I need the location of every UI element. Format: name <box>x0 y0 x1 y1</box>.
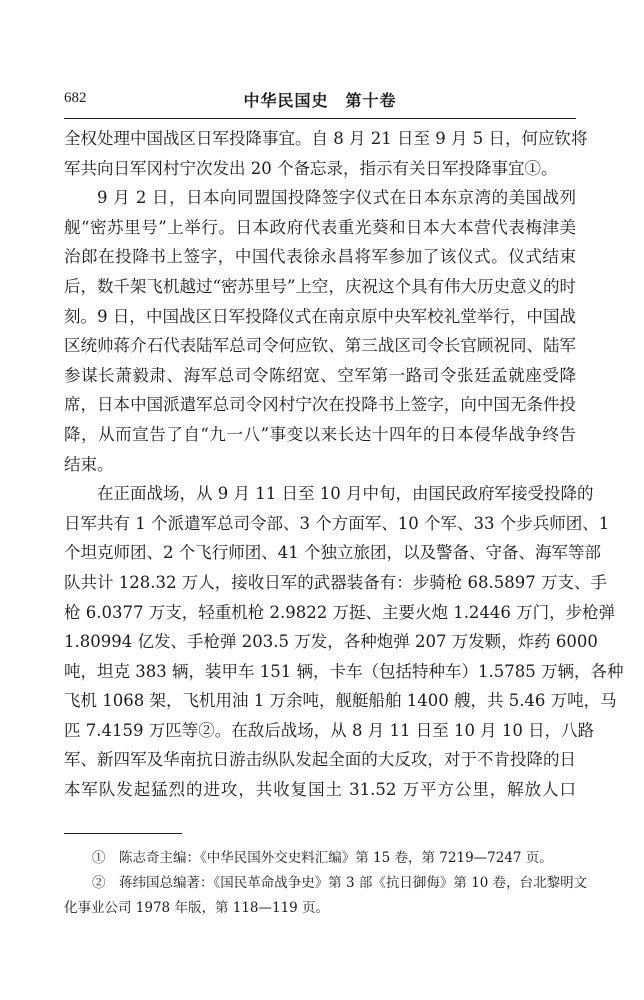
running-title: 中华民国史 第十卷 <box>243 91 397 110</box>
text-line: 舰“密苏里号”上举行。日本政府代表重光葵和日本大本营代表梅津美 <box>64 217 576 237</box>
page-number: 682 <box>64 90 87 106</box>
text-line: 日军共有 1 个派遣军总司令部、3 个方面军、10 个军、33 个步兵师团、1 <box>64 513 610 533</box>
text-line: 1.80994 亿发、手枪弹 203.5 万发，各种炮弹 207 万发颗，炸药 6000 <box>64 632 598 652</box>
footnote-2: ② 蒋纬国总编著：《国民革命战争史》第 3 部《抗日御侮》第 10 卷，台北黎明文 <box>92 875 588 891</box>
footnotes <box>64 846 588 921</box>
text-line: 枪 6.0377 万支，轻重机枪 2.9822 万挺、主要火炮 1.2446 万门，步枪弹 <box>64 602 616 622</box>
text-line: 刻。9 日，中国战区日军投降仪式在南京原中央军校礼堂举行，中国战 <box>64 306 576 326</box>
text-line: 在正面战场，从 9 月 11 日至 10 月中旬，由国民政府军接受投降的 <box>97 484 594 504</box>
text-line: 后，数千架飞机越过“密苏里号”上空，庆祝这个具有伟大历史意义的时 <box>64 276 576 296</box>
text-line: 全权处理中国战区日军投降事宜。自 8 月 21 日至 9 月 5 日，何应钦将 <box>64 129 588 148</box>
text-line: 9 月 2 日，日本向同盟国投降签字仪式在日本东京湾的美国战列 <box>97 188 576 208</box>
text-line: 本军队发起猛烈的进攻，共收复国土 31.52 万平方公里，解放人口 <box>64 780 576 800</box>
text-line: 飞机 1068 架，飞机用油 1 万余吨，舰艇船舶 1400 艘，共 5.46 万吨，马 <box>64 691 617 711</box>
text-line: 席，日本中国派遣军总司令冈村宁次在投降书上签字，向中国无条件投 <box>64 395 576 415</box>
footnote-1: ① 陈志奇主编：《中华民国外交史料汇编》第 15 卷，第 7219—7247 页。 <box>92 850 553 866</box>
footnote-2-continuation: 化事业公司 1978 年版，第 118—119 页。 <box>64 900 330 916</box>
header-rule <box>64 118 576 119</box>
text-line: 结束。 <box>64 454 114 474</box>
text-line: 个坦克师团、2 个飞行师团、41 个独立旅团，以及警备、守备、海军等部 <box>64 543 601 563</box>
page-header <box>64 86 576 112</box>
text-line: 军、新四军及华南抗日游击纵队发起全面的大反攻，对于不肯投降的日 <box>64 750 576 770</box>
text-line: 治郎在投降书上签字，中国代表徐永昌将军参加了该仪式。仪式结束 <box>64 247 576 267</box>
body-text <box>64 124 624 805</box>
text-line: 参谋长萧毅肃、海军总司令陈绍宽、空军第一路司令张廷孟就座受降 <box>64 365 576 385</box>
text-line: 匹 7.4159 万匹等②。在敌后战场，从 8 月 11 日至 10 月 10 日，八路 <box>64 720 595 740</box>
text-line: 吨，坦克 383 辆，装甲车 151 辆，卡车（包括特种车）1.5785 万辆，各种 <box>64 661 624 681</box>
text-line: 军共向日军冈村宁次发出 20 个备忘录，指示有关日军投降事宜①。 <box>64 158 558 178</box>
text-line: 降，从而宣告了自“九一八”事变以来长达十四年的日本侵华战争终告 <box>64 424 576 444</box>
text-line: 队共计 128.32 万人，接收日军的武器装备有：步骑枪 68.5897 万支、手 <box>64 572 607 592</box>
footnote-rule <box>64 833 182 834</box>
text-line: 区统帅蒋介石代表陆军总司令何应钦、第三战区司令长官顾祝同、陆军 <box>64 336 576 356</box>
